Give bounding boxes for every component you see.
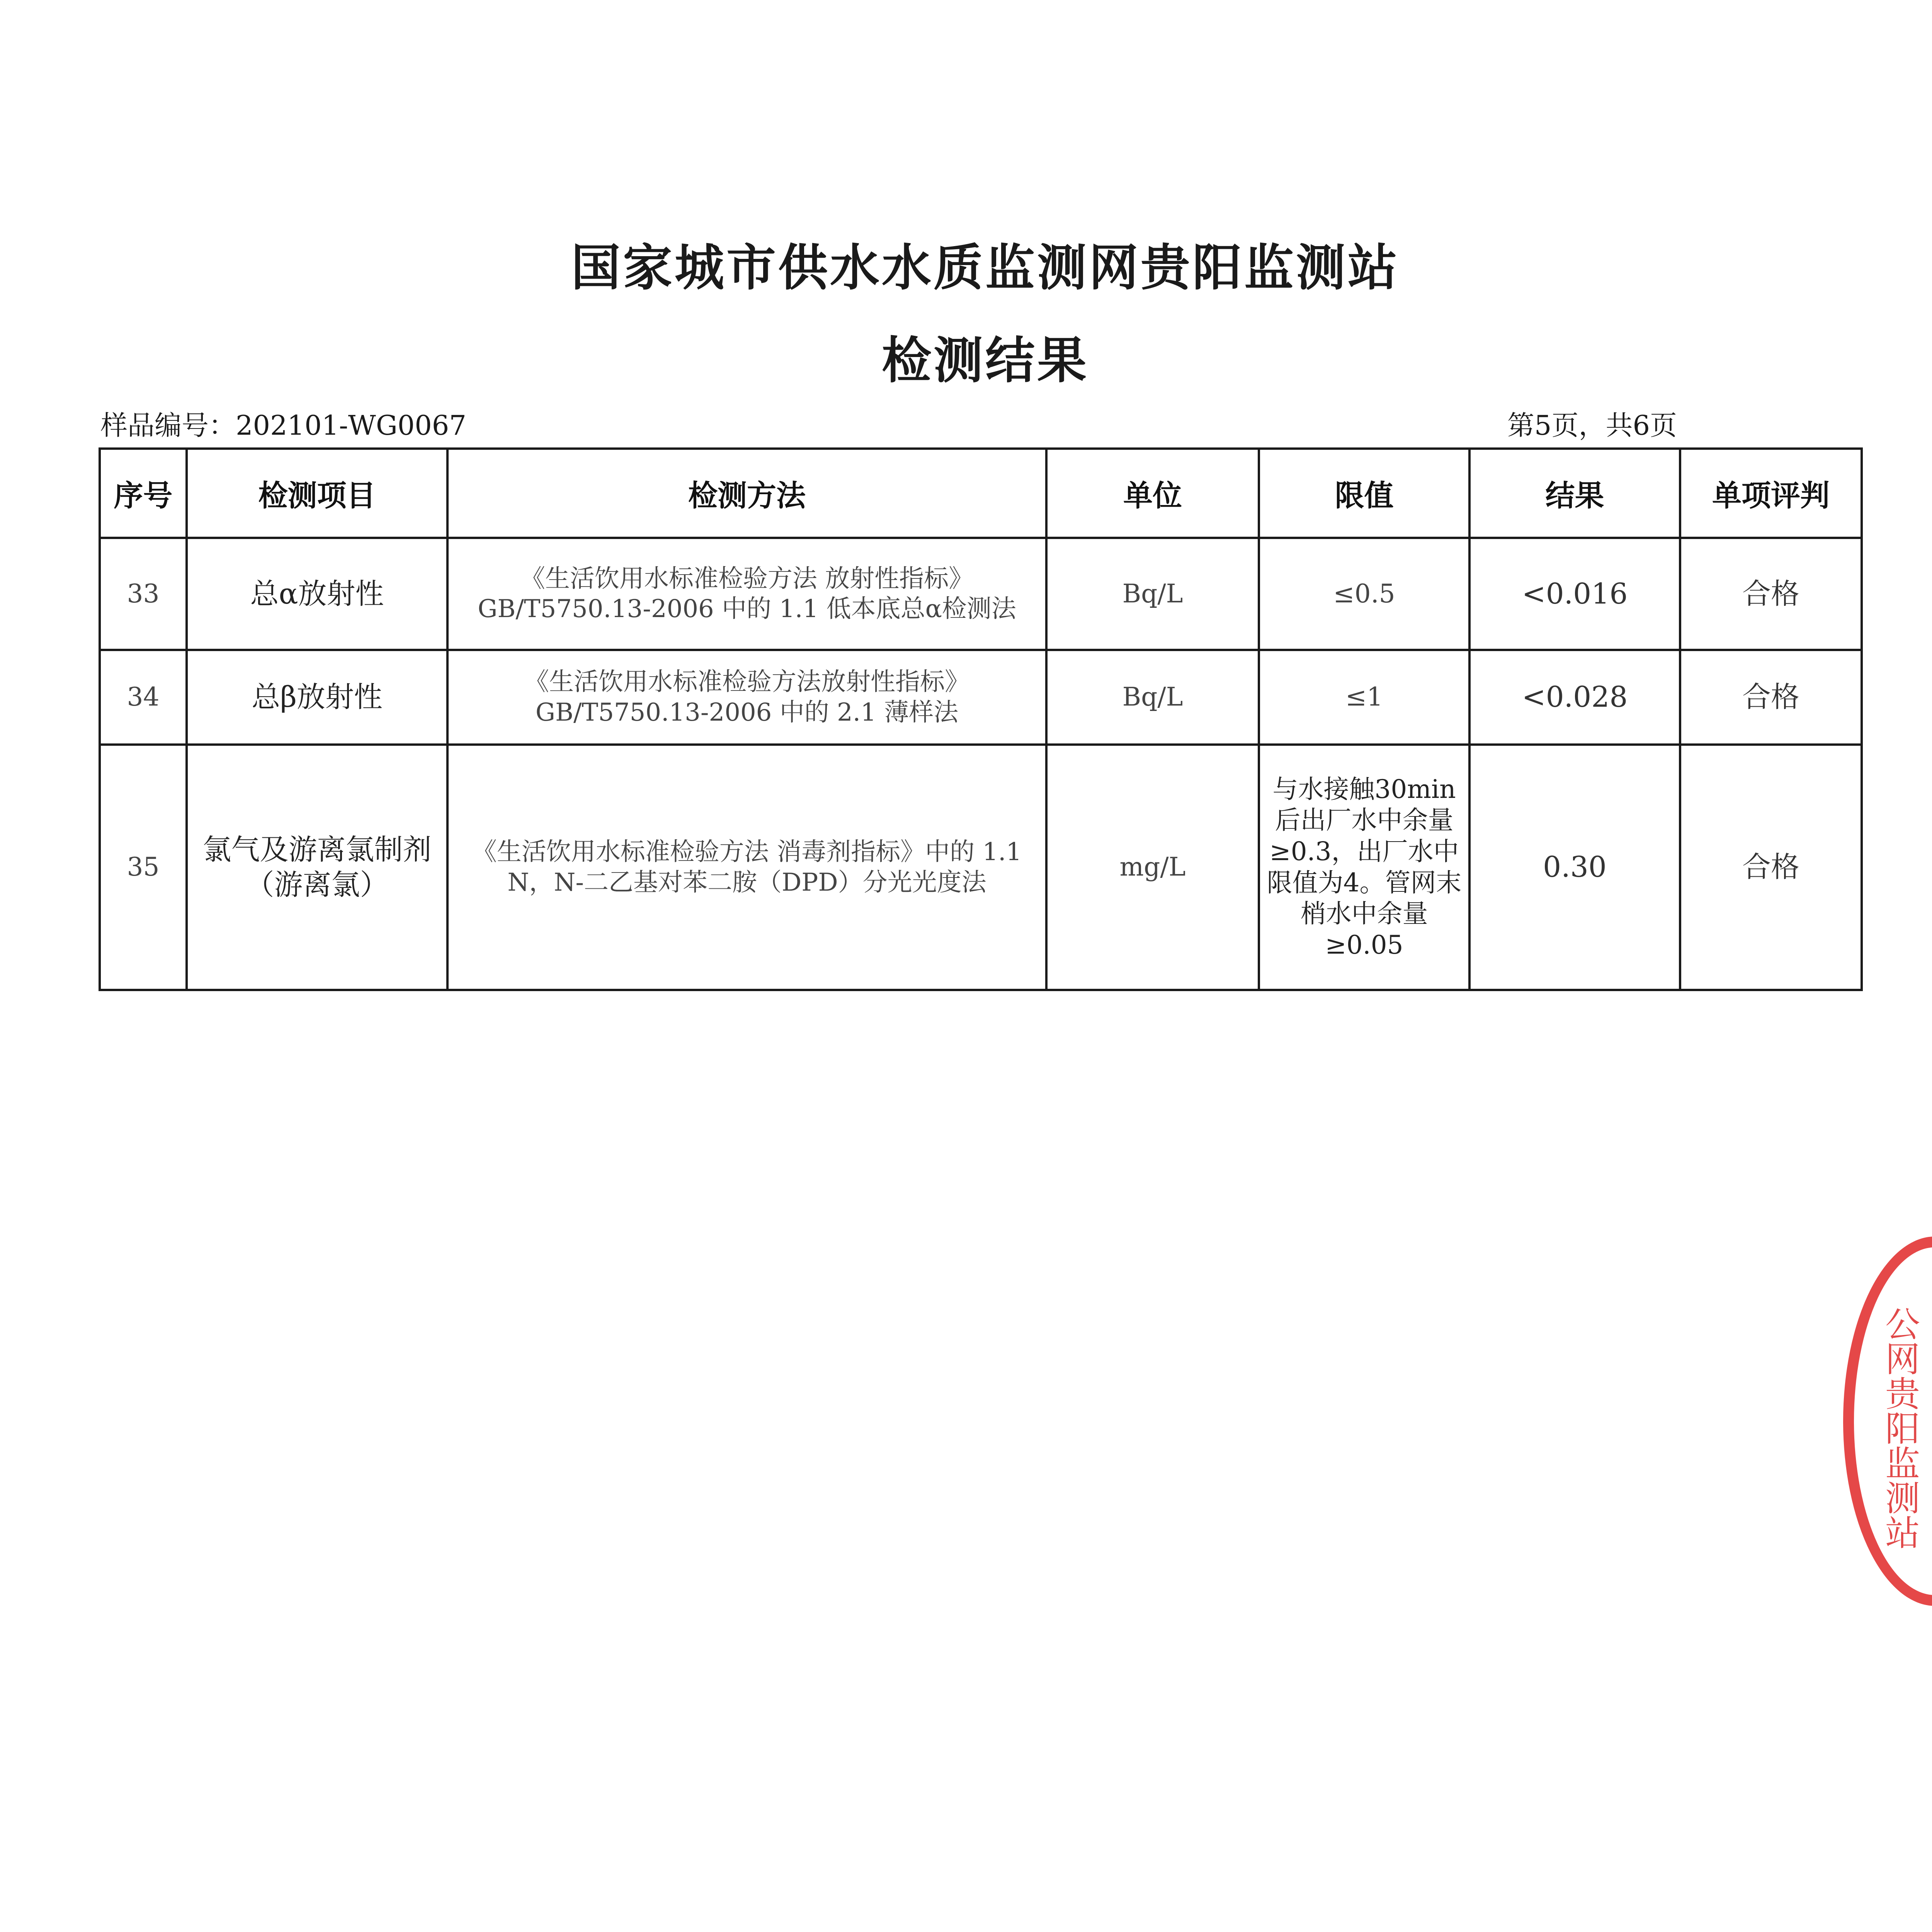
row-unit: Bq/L [1046, 650, 1259, 745]
row-result: <0.028 [1469, 650, 1680, 745]
document-title: 国家城市供水水质监测网贵阳监测站 [571, 239, 1400, 297]
header-result: 结果 [1469, 449, 1680, 538]
row-item: 总β放射性 [187, 650, 447, 745]
header-eval: 单项评判 [1680, 449, 1862, 538]
row-unit: Bq/L [1046, 538, 1259, 650]
row-result: <0.016 [1469, 538, 1680, 650]
table-row [100, 745, 1862, 990]
row-limit: ≤0.5 [1259, 538, 1469, 650]
table-row [100, 650, 1862, 745]
row-eval: 合格 [1680, 538, 1862, 650]
results-table [99, 447, 1863, 991]
row-limit: ≤1 [1259, 650, 1469, 745]
row-item: 总α放射性 [187, 538, 447, 650]
row-item: 氯气及游离氯制剂（游离氯） [187, 745, 447, 990]
header-no: 序号 [100, 449, 187, 538]
row-eval: 合格 [1680, 650, 1862, 745]
row-method: 《生活饮用水标准检验方法放射性指标》GB/T5750.13-2006 中的 2.1 薄样法 [447, 650, 1046, 745]
row-unit: mg/L [1046, 745, 1259, 990]
row-no: 34 [100, 650, 187, 745]
page-info: 第5页，共6页 [1507, 410, 1677, 441]
row-no: 33 [100, 538, 187, 650]
seal-text: 公网贵阳监测站 [1879, 1306, 1920, 1549]
row-no: 35 [100, 745, 187, 990]
row-method: 《生活饮用水标准检验方法 消毒剂指标》中的 1.1 N，N-二乙基对苯二胺（DPD）分光光度法 [447, 745, 1046, 990]
row-limit: 与水接触30min后出厂水中余量≥0.3，出厂水中限值为4。管网末梢水中余量≥0.05 [1259, 745, 1469, 990]
row-result: 0.30 [1469, 745, 1680, 990]
header-item: 检测项目 [187, 449, 447, 538]
sample-number: 样品编号：202101-WG0067 [100, 410, 466, 441]
row-eval: 合格 [1680, 745, 1862, 990]
document-subtitle: 检测结果 [881, 332, 1089, 389]
header-unit: 单位 [1046, 449, 1259, 538]
table-row [100, 538, 1862, 650]
header-method: 检测方法 [447, 449, 1046, 538]
table-header-row [100, 449, 1862, 538]
header-limit: 限值 [1259, 449, 1469, 538]
row-method: 《生活饮用水标准检验方法 放射性指标》GB/T5750.13-2006 中的 1.1 低本底总α检测法 [447, 538, 1046, 650]
